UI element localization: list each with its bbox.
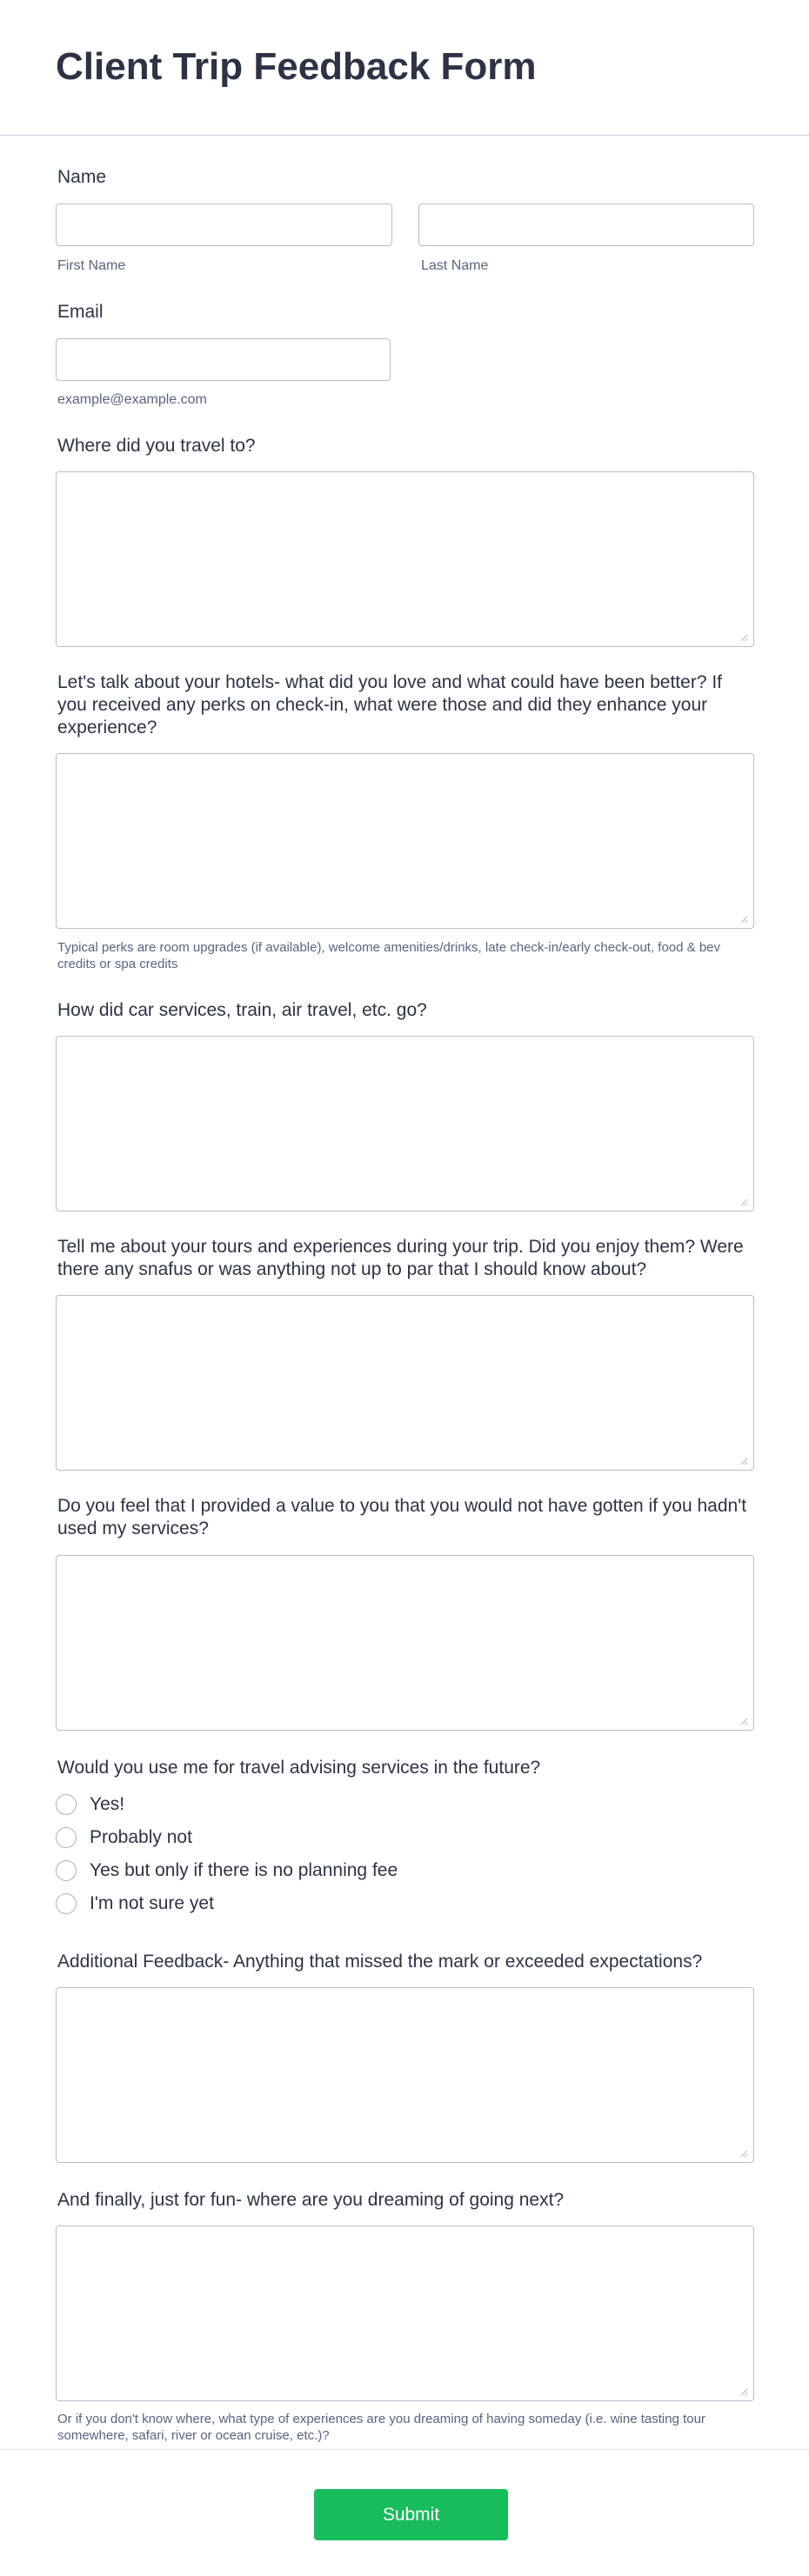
form-title: Client Trip Feedback Form <box>56 45 537 88</box>
question-label: Where did you travel to? <box>57 436 256 456</box>
hotels-help-text: Typical perks are room upgrades (if available), welcome amenities/drinks, late check-in/early check-out, food & bev credits or spa credits <box>57 940 721 971</box>
tours-textarea[interactable] <box>56 1295 754 1471</box>
additional-feedback-textarea[interactable] <box>56 1987 754 2163</box>
resize-handle-icon[interactable] <box>739 1457 748 1465</box>
radio-circle-icon[interactable] <box>56 1893 77 1914</box>
radio-option-label[interactable]: Yes but only if there is no planning fee <box>90 1860 398 1880</box>
resize-handle-icon[interactable] <box>739 915 748 924</box>
additional-feedback-label: Additional Feedback- Anything that missed the mark or exceeded expectations? <box>57 1952 703 1972</box>
radio-option-probably-not[interactable] <box>56 1825 192 1850</box>
footer-divider <box>0 2449 809 2450</box>
question-label: Tell me about your tours and experiences during your trip. Did you enjoy them? Were there any snafus or was anything not up to par that I should know about? <box>57 1237 744 1279</box>
dreaming-label: And finally, just for fun- where are you dreaming of going next? <box>57 2190 565 2210</box>
dreaming-help-text: Or if you don't know where, what type of experiences are you dreaming of having someday (i.e. wine tasting tour somewhere, safari, river or ocean cruise, etc.)? <box>57 2412 705 2443</box>
resize-handle-icon[interactable] <box>739 2149 748 2158</box>
question-label: Let's talk about your hotels- what did you love and what could have been better? If you received any perks on check-in, what were those and did they enhance your experience? <box>57 672 722 737</box>
value-textarea[interactable] <box>56 1555 754 1731</box>
email-label: Email <box>57 302 104 322</box>
radio-option-label[interactable]: I'm not sure yet <box>90 1893 214 1913</box>
dreaming-textarea[interactable] <box>56 2226 754 2401</box>
travel-destination-textarea[interactable] <box>56 471 754 647</box>
question-label: How did car services, train, air travel, etc. go? <box>57 1000 427 1020</box>
first-name-input[interactable] <box>56 204 392 246</box>
submit-button[interactable]: Submit <box>314 2489 508 2540</box>
radio-option-yes[interactable] <box>56 1792 124 1817</box>
future-services-label: Would you use me for travel advising services in the future? <box>57 1758 541 1778</box>
radio-circle-icon[interactable] <box>56 1794 77 1815</box>
transport-textarea[interactable] <box>56 1036 754 1211</box>
radio-option-label[interactable]: Probably not <box>90 1827 192 1847</box>
question-label: Do you feel that I provided a value to you that you would not have gotten if you hadn't used my services? <box>57 1496 747 1538</box>
resize-handle-icon[interactable] <box>739 2387 748 2396</box>
email-input[interactable] <box>56 338 391 381</box>
last-name-input[interactable] <box>418 204 754 246</box>
radio-option-no-fee[interactable] <box>56 1859 398 1883</box>
name-label: Name <box>57 167 107 187</box>
form-header <box>0 0 809 136</box>
radio-circle-icon[interactable] <box>56 1860 77 1881</box>
first-name-sublabel: First Name <box>57 258 126 273</box>
hotels-textarea[interactable] <box>56 753 754 929</box>
last-name-sublabel: Last Name <box>421 258 489 273</box>
resize-handle-icon[interactable] <box>739 1717 748 1725</box>
resize-handle-icon[interactable] <box>739 1198 748 1206</box>
radio-option-label[interactable]: Yes! <box>90 1794 125 1814</box>
radio-circle-icon[interactable] <box>56 1827 77 1848</box>
radio-option-not-sure[interactable] <box>56 1892 214 1916</box>
resize-handle-icon[interactable] <box>739 633 748 642</box>
email-sublabel: example@example.com <box>57 392 207 407</box>
